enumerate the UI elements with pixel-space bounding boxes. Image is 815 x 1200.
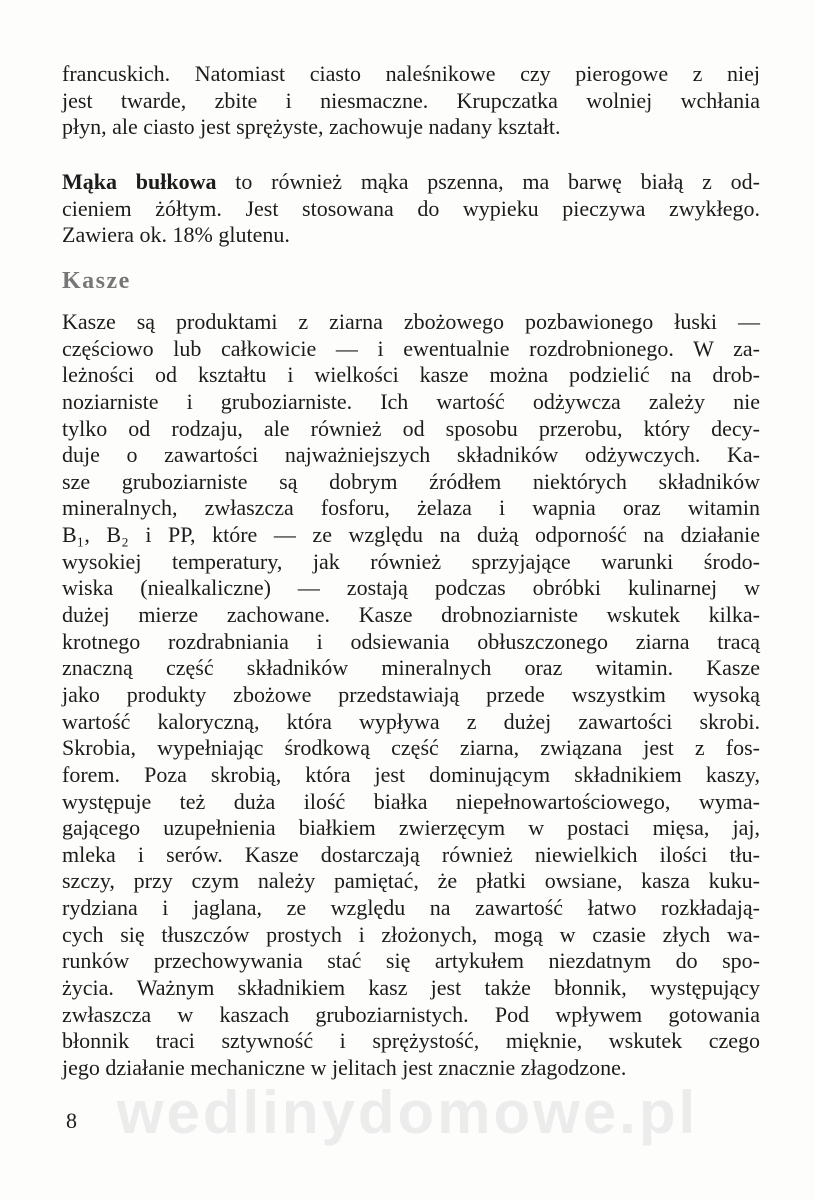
paragraph-continuation	[62, 61, 760, 141]
text-line: sze gruboziarniste są dobrym źródłem niektórych składników	[62, 468, 760, 494]
text-line: płyn, ale ciasto jest sprężyste, zachowuje nadany kształt.	[62, 114, 561, 140]
bold-term: Mąka bułkowa	[62, 169, 217, 194]
text-line: Zawiera ok. 18% glutenu.	[62, 222, 290, 248]
text-line: jako produkty zbożowe przedstawiają przede wszystkim wysoką	[62, 681, 760, 707]
text-line: jego działanie mechaniczne w jelitach jest znacznie złagodzone.	[62, 1054, 627, 1080]
text-line: noziarniste i gruboziarniste. Ich wartość odżywcza zależy nie	[62, 388, 760, 414]
text-line: cieniem żółtym. Jest stosowana do wypieku pieczywa zwykłego.	[62, 195, 760, 221]
text-line: występuje też duża ilość białka niepełnowartościowego, wyma-	[62, 788, 760, 814]
paragraph-kasze	[62, 309, 760, 1082]
text-line: Kasze są produktami z ziarna zbożowego pozbawionego łuski —	[62, 309, 760, 334]
text-line: cych się tłuszczów prostych i złożonych, mogą w czasie złych wa-	[62, 921, 760, 947]
text-line: życia. Ważnym składnikiem kasz jest także błonnik, występujący	[62, 975, 760, 1001]
text-line: znaczną część składników mineralnych oraz witamin. Kasze	[62, 655, 760, 681]
text-line: rydziana i jaglana, ze względu na zawartość łatwo rozkładają-	[62, 895, 760, 921]
text-line: wysokiej temperatury, jak również sprzyjające warunki środo-	[62, 548, 760, 574]
text-line: mleka i serów. Kasze dostarczają również niewielkich ilości tłu-	[62, 841, 760, 867]
paragraph-maka-bulkowa	[62, 169, 760, 249]
text-line: leżności od kształtu i wielkości kasze można podzielić na drob-	[62, 362, 760, 388]
text-line	[62, 169, 760, 196]
text-line: gającego uzupełnienia białkiem zwierzęcym w postaci mięsa, jaj,	[62, 815, 760, 841]
text-line: runków przechowywania stać się artykułem niezdatnym do spo-	[62, 948, 760, 974]
watermark: wedlinydomowe.pl	[116, 1079, 699, 1146]
text-line: błonnik traci sztywność i sprężystość, mięknie, wskutek czego	[62, 1028, 760, 1054]
text-line: dużej mierze zachowane. Kasze drobnoziarniste wskutek kilka-	[62, 602, 760, 628]
text-line: francuskich. Natomiast ciasto naleśnikowe czy pierogowe z niej	[62, 61, 760, 86]
page-number: 8	[66, 1108, 77, 1133]
text-line: tylko od rodzaju, ale również od sposobu przerobu, który decy-	[62, 415, 760, 441]
text-line: forem. Poza skrobią, która jest dominującym składnikiem kaszy,	[62, 761, 760, 787]
text-line: częściowo lub całkowicie — i ewentualnie rozdrobnionego. W za-	[62, 335, 760, 361]
text-line: wartość kaloryczną, która wypływa z dużej zawartości skrobi.	[62, 708, 760, 734]
text-line: mineralnych, zwłaszcza fosforu, żelaza i wapnia oraz witamin	[62, 495, 760, 521]
text-line: Skrobia, wypełniając środkową część ziarna, związana jest z fos-	[62, 735, 760, 761]
text-line: jest twarde, zbite i niesmaczne. Krupczatka wolniej wchłania	[62, 87, 760, 113]
text-line: wiska (niealkaliczne) — zostają podczas obróbki kulinarnej w	[62, 575, 760, 601]
text-line: krotnego rozdrabniania i odsiewania obłuszczonego ziarna tracą	[62, 628, 760, 654]
text-line: duje o zawartości najważniejszych składników odżywczych. Ka-	[62, 442, 760, 468]
section-heading: Kasze	[62, 268, 131, 294]
text-line: zwłaszcza w kaszach gruboziarnistych. Pod wpływem gotowania	[62, 1001, 760, 1027]
text-line: B₁, B₂ i PP, które — ze względu na dużą odporność na działanie	[62, 522, 760, 548]
text-line: szczy, przy czym należy pamiętać, że płatki owsiane, kasza kuku-	[62, 868, 760, 894]
text-line-rest: to również mąka pszenna, ma barwę białą z od-	[216, 169, 760, 194]
